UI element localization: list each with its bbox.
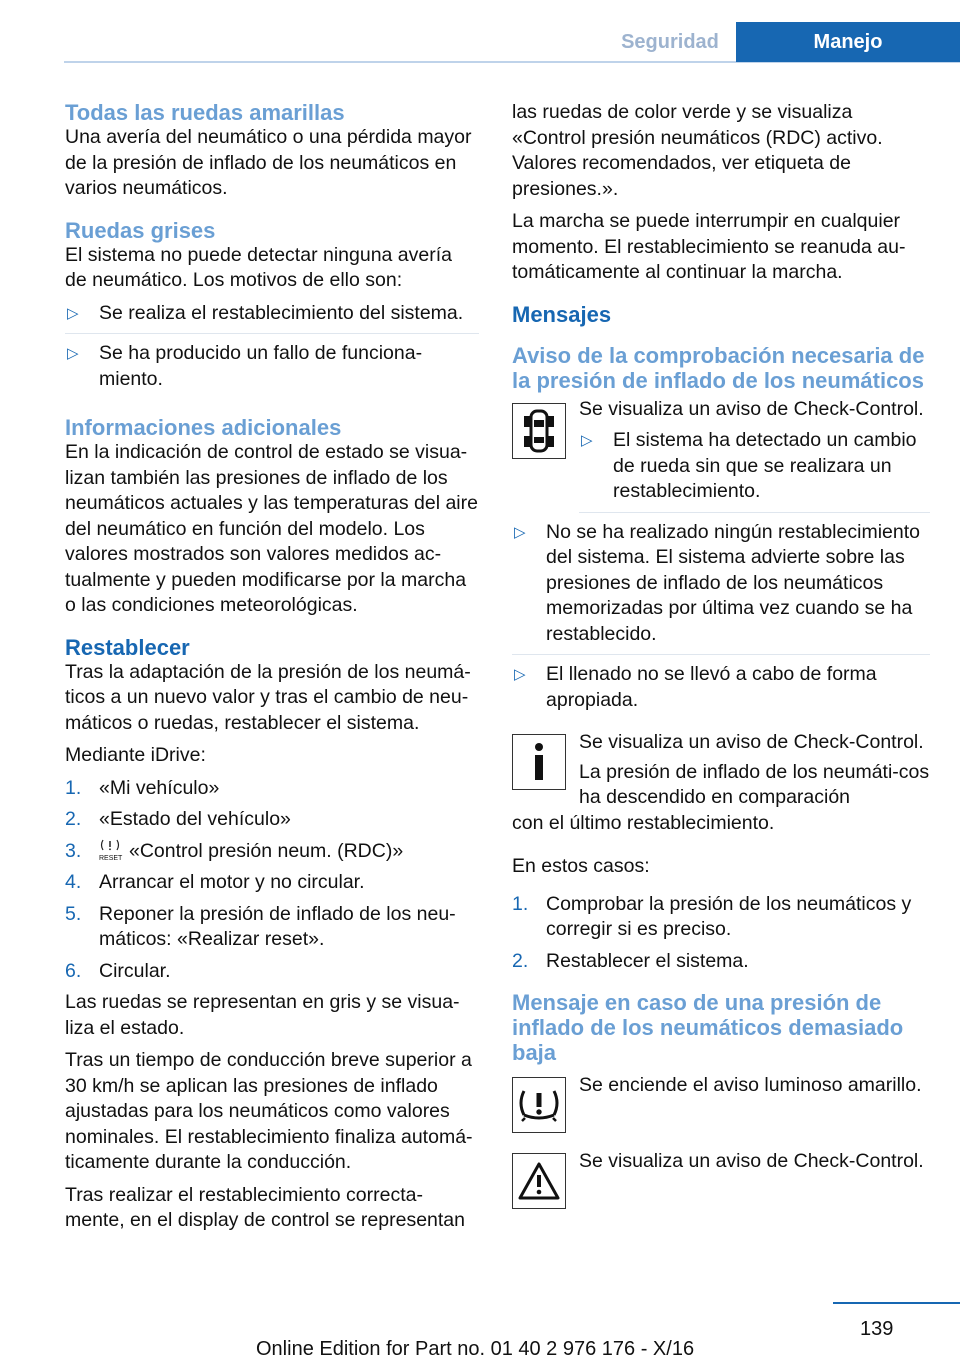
car-tires-icon bbox=[512, 403, 566, 459]
icon-row bbox=[512, 1149, 930, 1209]
list-item: ▷ No se ha realizado ningún restablecimiento del sistema. El sistema advierte sobre las presiones de inflado de los neumáticos memorizadas por última vez cuando se ha restablecido. bbox=[512, 520, 930, 656]
icon-row bbox=[512, 1073, 930, 1149]
heading-informaciones: Informaciones adicionales bbox=[65, 415, 342, 440]
paragraph: En estos casos: bbox=[512, 855, 650, 877]
triangle-bullet-icon: ▷ bbox=[514, 666, 526, 683]
info-icon bbox=[512, 734, 566, 790]
tire-reset-icon: RESET bbox=[99, 839, 121, 863]
tab-manejo[interactable]: Manejo bbox=[736, 22, 960, 62]
paragraph: La marcha se puede interrumpir en cualquier momento. El restablecimiento se reanuda au‐tomáticamente al continuar la marcha. bbox=[512, 210, 906, 283]
heading-restablecer: Restablecer bbox=[65, 634, 190, 660]
list-item: ▷ El llenado no se llevó a cabo de forma apropiada. bbox=[514, 663, 877, 711]
left-column bbox=[65, 100, 479, 1241]
list-item: 4. Arrancar el motor y no circular. bbox=[65, 871, 365, 893]
list-item: 2. «Estado del vehículo» bbox=[65, 808, 291, 830]
paragraph: Una avería del neumático o una pérdida mayor de la presión de inflado de los neumáticos en varios neumáticos. bbox=[65, 126, 472, 199]
page-number-rule bbox=[833, 1302, 960, 1304]
paragraph: Mediante iDrive: bbox=[65, 744, 206, 766]
list-item: 1. Comprobar la presión de los neumáticos y corregir si es preciso. bbox=[512, 892, 912, 940]
heading-ruedas-grises: Ruedas grises bbox=[65, 217, 216, 243]
paragraph: las ruedas de color verde y se visualiza «Control presión neumáticos (RDC) activo. Valores recomendados, ver etiqueta de presiones.». bbox=[512, 101, 883, 200]
right-column bbox=[512, 100, 930, 1209]
paragraph: La presión de inflado de los neumáti‐cos ha descendido en comparación bbox=[579, 760, 930, 808]
tire-pressure-warning-icon bbox=[512, 1077, 566, 1133]
triangle-bullet-icon: ▷ bbox=[67, 304, 79, 322]
list-item: 2. Restablecer el sistema. bbox=[512, 949, 749, 972]
list-item: ▷ Se ha producido un fallo de funciona‐miento. bbox=[67, 342, 423, 390]
paragraph: El sistema no puede detectar ninguna avería de neumático. Los motivos de ello son: bbox=[65, 243, 453, 291]
tab-seguridad[interactable]: Seguridad bbox=[621, 31, 719, 53]
list-item: 3. RESET «Control presión neum. (RDC)» bbox=[65, 839, 404, 863]
paragraph: Se visualiza un aviso de Check-Control. bbox=[579, 1150, 924, 1172]
paragraph: Tras la adaptación de la presión de los neumá‐ticos a un nuevo valor y tras el cambio de neu‐máticos o ruedas, restablecer el sistema. bbox=[65, 660, 471, 734]
paragraph: Las ruedas se representan en gris y se visua‐liza el estado. bbox=[65, 991, 460, 1039]
bullet-list bbox=[65, 301, 479, 400]
bullet-list bbox=[579, 428, 930, 513]
steps-list bbox=[65, 776, 479, 985]
list-item: 1. «Mi vehículo» bbox=[65, 776, 220, 799]
paragraph: con el último restablecimiento. bbox=[512, 811, 775, 834]
paragraph: Se visualiza un aviso de Check-Control. bbox=[579, 397, 924, 420]
edition-footer: Online Edition for Part no. 01 40 2 976 176 - X/16 bbox=[256, 1338, 695, 1360]
steps-list bbox=[512, 892, 930, 975]
icon-row bbox=[512, 730, 930, 811]
triangle-bullet-icon: ▷ bbox=[514, 523, 526, 541]
heading-todas-amarillas: Todas las ruedas amarillas bbox=[65, 100, 345, 125]
paragraph: Tras un tiempo de conducción breve superior a 30 km/h se aplican las presiones de inflado ajustadas para los neumáticos como valores nominales. El restablecimiento finaliza automá‐ticamente durante la conducción. bbox=[65, 1049, 473, 1173]
paragraph: En la indicación de control de estado se visua‐lizan también las presiones de inflado de los neumáticos actuales y las temperaturas del aire del neumático en función del modelo. Los valores mostrados son valores medidos ac‐tualmente y pueden modificarse por la marcha o las condiciones meteorológicas. bbox=[65, 441, 478, 616]
list-item: 6. Circular. bbox=[65, 959, 171, 982]
warning-triangle-icon bbox=[512, 1153, 566, 1209]
page-number: 139 bbox=[860, 1318, 894, 1340]
heading-aviso-comprobacion: Aviso de la comprobación necesaria de la presión de inflado de los neumáticos bbox=[512, 342, 925, 393]
paragraph: Se visualiza un aviso de Check-Control. bbox=[579, 731, 924, 753]
icon-row bbox=[512, 397, 930, 513]
paragraph: Se enciende el aviso luminoso amarillo. bbox=[579, 1074, 922, 1096]
list-item: 5. Reponer la presión de inflado de los neu‐máticos: «Realizar reset». bbox=[65, 902, 456, 950]
list-item: ▷ El sistema ha detectado un cambio de rueda sin que se realizara un restablecimiento. bbox=[579, 428, 930, 513]
bullet-list bbox=[512, 520, 930, 721]
triangle-bullet-icon: ▷ bbox=[581, 432, 593, 449]
heading-presion-baja: Mensaje en caso de una presión de inflado de los neumáticos demasiado baja bbox=[512, 990, 904, 1065]
list-item: ▷ Se realiza el restablecimiento del sistema. bbox=[65, 301, 479, 335]
paragraph: Tras realizar el restablecimiento correcta‐mente, en el display de control se representan bbox=[65, 1183, 465, 1231]
heading-mensajes: Mensajes bbox=[512, 301, 612, 327]
triangle-bullet-icon: ▷ bbox=[67, 345, 79, 362]
